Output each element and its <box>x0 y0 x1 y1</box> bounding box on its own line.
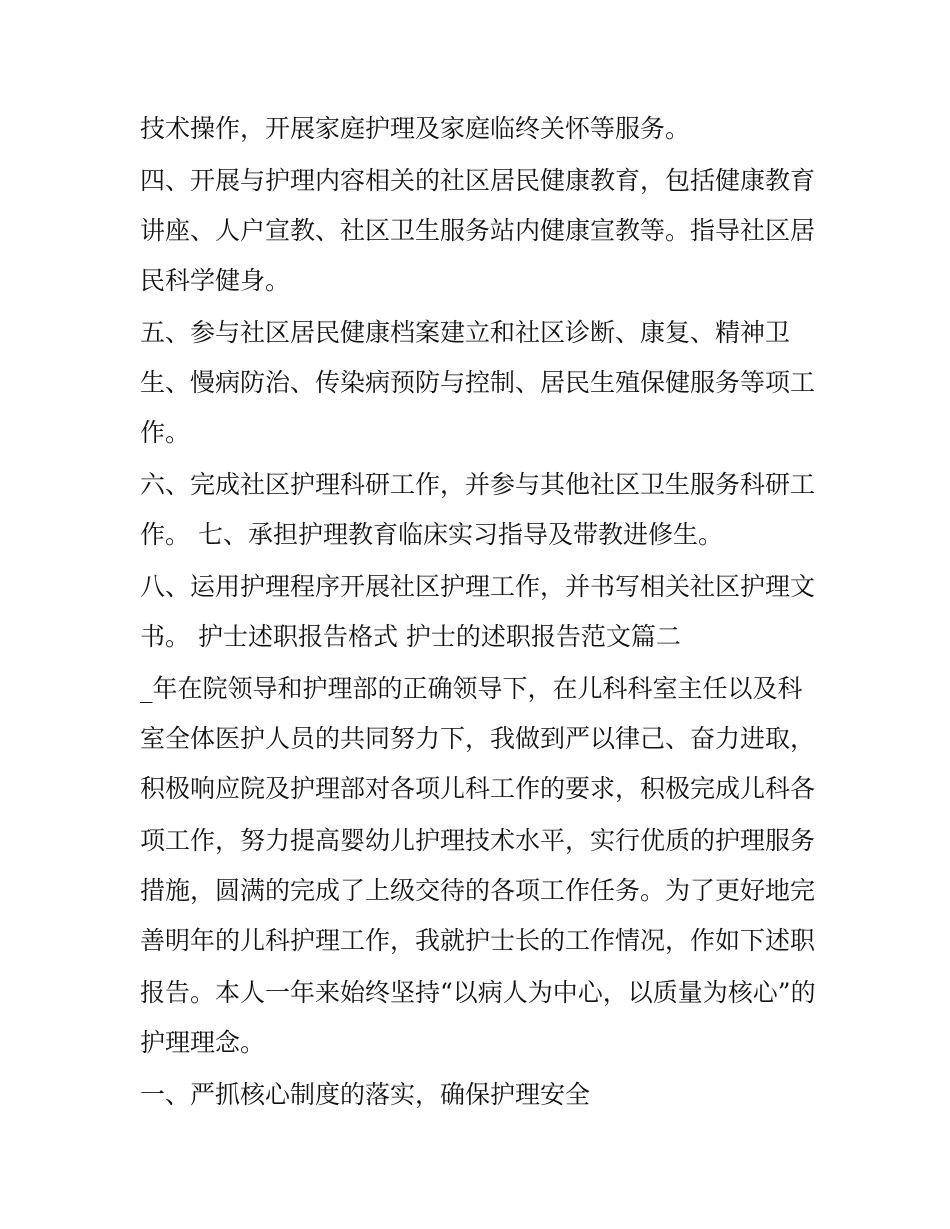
text-line: 护理理念。 <box>140 1028 266 1057</box>
text-line: 生、慢病防治、传染病预防与控制、居民生殖保健服务等项工 <box>140 368 816 397</box>
text-line: 积极响应院及护理部对各项儿科工作的要求，积极完成儿科各 <box>140 774 816 803</box>
text-line: 措施，圆满的完成了上级交待的各项工作任务。为了更好地完 <box>140 876 816 905</box>
text-line: 讲座、人户宣教、社区卫生服务站内健康宣教等。指导社区居 <box>140 216 816 245</box>
text-line: 作。 <box>140 418 191 447</box>
text-line: 善明年的儿科护理工作，我就护士长的工作情况，作如下述职 <box>140 926 816 955</box>
text-line: 四、开展与护理内容相关的社区居民健康教育，包括健康教育 <box>140 166 816 195</box>
text-line: 作。 七、承担护理教育临床实习指导及带教进修生。 <box>140 520 723 549</box>
text-line: 项工作，努力提高婴幼儿护理技术水平，实行优质的护理服务 <box>140 826 816 855</box>
text-line: 八、运用护理程序开展社区护理工作，并书写相关社区护理文 <box>140 572 816 601</box>
text-line: 室全体医护人员的共同努力下，我做到严以律己、奋力进取， <box>140 724 816 753</box>
text-line: 五、参与社区居民健康档案建立和社区诊断、康复、精神卫 <box>140 318 791 347</box>
section-heading: 一、严抓核心制度的落实，确保护理安全 <box>140 1080 591 1109</box>
text-line: 民科学健身。 <box>140 266 291 295</box>
text-line: 书。 护士述职报告格式 护士的述职报告范文篇二 <box>140 622 681 651</box>
text-line: 报告。本人一年来始终坚持“以病人为中心，以质量为核心”的 <box>140 978 816 1007</box>
text-line: _年在院领导和护理部的正确领导下，在儿科科室主任以及科 <box>140 674 803 703</box>
text-line: 六、完成社区护理科研工作，并参与其他社区卫生服务科研工 <box>140 470 816 499</box>
text-line: 技术操作，开展家庭护理及家庭临终关怀等服务。 <box>140 114 691 143</box>
